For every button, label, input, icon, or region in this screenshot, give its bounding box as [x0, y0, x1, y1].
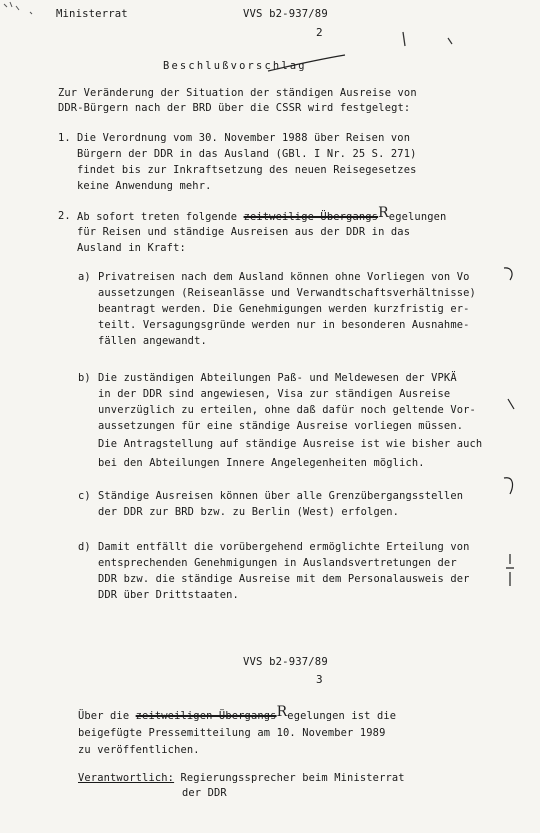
header-reference: VVS b2-937/89 [243, 8, 328, 20]
sub-b-line: unverzüglich zu erteilen, ohne daß dafür noch geltende Vor- [98, 404, 476, 416]
sub-a-letter: a) [78, 271, 91, 283]
point-1-number: 1. [58, 132, 71, 144]
point-1-line: Bürgern der DDR in das Ausland (GBl. I Nr. 25 S. 271) [77, 148, 417, 160]
responsible-value: Regierungssprecher beim Ministerrat [180, 772, 405, 784]
point-2-text: egelungen [388, 211, 447, 223]
sub-b-line: in der DDR sind angewiesen, Visa zur ständigen Ausreise [98, 388, 451, 400]
point-2-line: Ausland in Kraft: [77, 242, 186, 254]
handwritten-correction: R [276, 704, 288, 720]
title-strike-mark [0, 0, 540, 90]
sub-d-line: Damit entfällt die vorübergehend ermöglichte Erteilung von [98, 541, 470, 553]
struck-text: zeitweiligen Übergangs [135, 710, 277, 722]
margin-bracket-mark [500, 264, 530, 288]
page-3-line: zu veröffentlichen. [78, 744, 200, 756]
margin-tick-mark [500, 395, 530, 425]
sub-b-line: bei den Abteilungen Innere Angelegenheiten möglich. [98, 457, 425, 469]
point-1-line: keine Anwendung mehr. [77, 180, 212, 192]
sub-a-line: Privatreisen nach dem Ausland können ohne Vorliegen von Vo [98, 271, 470, 283]
sub-b-line: Die Antragstellung auf ständige Ausreise ist wie bisher auch [98, 438, 483, 450]
page-3-text: Über die [78, 710, 136, 722]
sub-a-line: fällen angewandt. [98, 335, 207, 347]
responsible-value-line-2: der DDR [182, 787, 227, 799]
responsible-line [78, 771, 405, 786]
intro-line-1: Zur Veränderung der Situation der ständigen Ausreise von [58, 87, 417, 99]
responsible-label: Verantwortlich: [78, 772, 175, 784]
page-number: 2 [316, 26, 323, 39]
sub-c-line: der DDR zur BRD bzw. zu Berlin (West) erfolgen. [98, 506, 400, 518]
sub-b-letter: b) [78, 372, 91, 384]
sub-d-line: DDR bzw. die ständige Ausreise mit dem Personalausweis der [98, 573, 470, 585]
sub-a-line: teilt. Versagungsgründe werden nur in besonderen Ausnahme- [98, 319, 470, 331]
sub-c-letter: c) [78, 490, 91, 502]
header-institution: Ministerrat [56, 8, 128, 20]
page-3-line: beigefügte Pressemitteilung am 10. November 1989 [78, 727, 386, 739]
margin-bracket-mark [486, 552, 526, 592]
point-2-line: für Reisen und ständige Ausreisen aus der DDR in das [77, 226, 411, 238]
point-2-text: Ab sofort treten folgende [77, 211, 244, 223]
page-title: Beschlußvorschlag [163, 60, 307, 72]
sub-c-line: Ständige Ausreisen können über alle Grenzübergangsstellen [98, 490, 464, 502]
struck-text: zeitweilige Übergangs [243, 211, 379, 223]
sub-d-line: DDR über Drittstaaten. [98, 589, 239, 601]
sub-b-line: aussetzungen für eine ständige Ausreise vorliegen müssen. [98, 420, 464, 432]
page-3-number: 3 [316, 673, 323, 686]
sub-a-line: beantragt werden. Die Genehmigungen werden kurzfristig er- [98, 303, 470, 315]
sub-d-line: entsprechenden Genehmigungen in Auslandsvertretungen der [98, 557, 457, 569]
sub-d-letter: d) [78, 541, 91, 553]
intro-line-2: DDR-Bürgern nach der BRD über die CSSR wird festgelegt: [58, 102, 411, 114]
point-2-number: 2. [58, 210, 71, 222]
point-1-line: findet bis zur Inkraftsetzung des neuen Reisegesetzes [77, 164, 417, 176]
page-3-text: egelungen ist die [287, 710, 397, 722]
page-3-line-1 [78, 704, 397, 724]
point-2-line-1 [77, 205, 447, 225]
margin-bracket-mark [500, 472, 530, 502]
point-1-line: Die Verordnung vom 30. November 1988 über Reisen von [77, 132, 411, 144]
page-3-header-reference: VVS b2-937/89 [243, 656, 328, 668]
sub-b-line: Die zuständigen Abteilungen Paß- und Meldewesen der VPKÄ [98, 372, 457, 384]
handwritten-correction: R [378, 205, 389, 221]
sub-a-line: aussetzungen (Reiseanlässe und Verwandtschaftsverhältnisse) [98, 287, 476, 299]
